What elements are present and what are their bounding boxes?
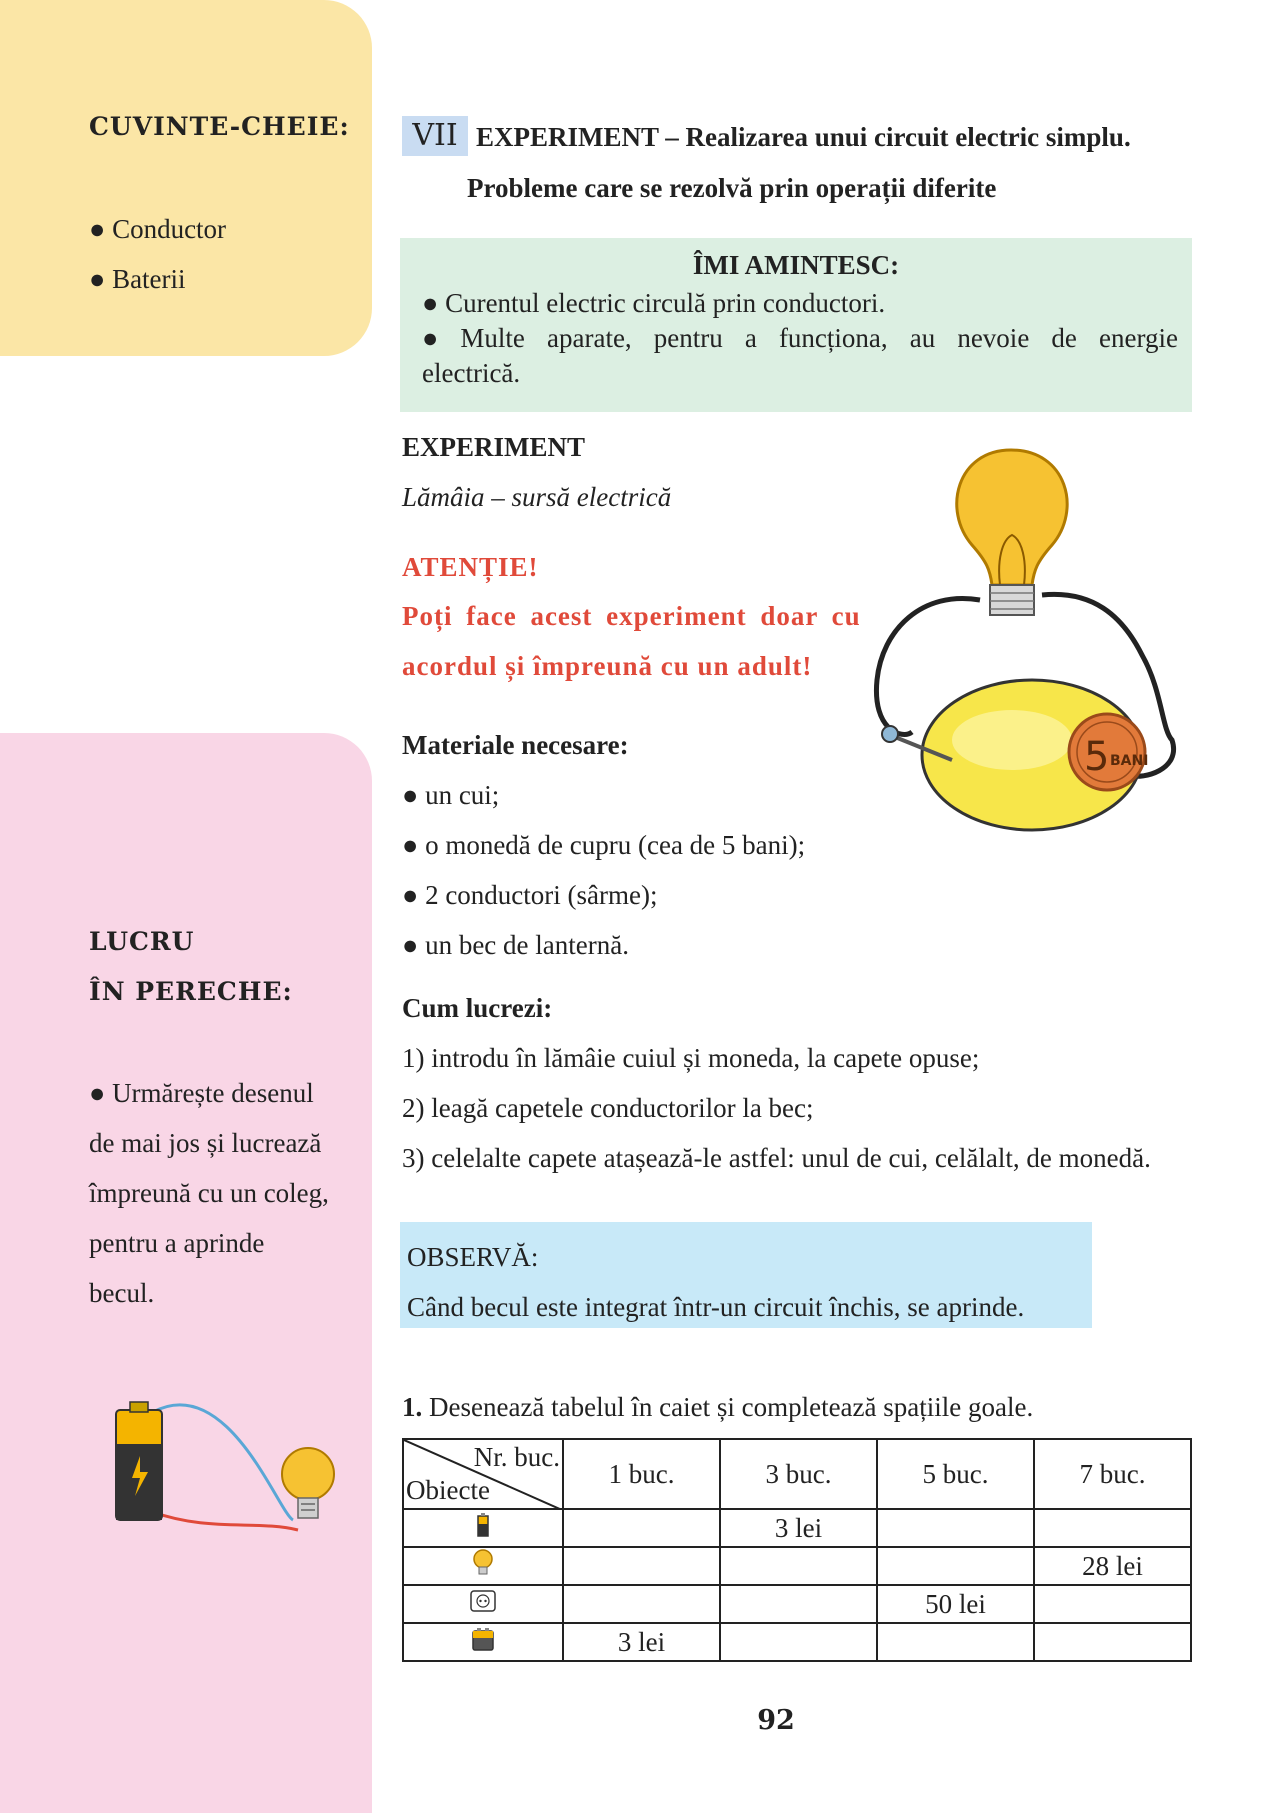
lesson-title-line2: Probleme care se rezolvă prin operații diferite: [467, 173, 997, 203]
exercise-instruction: 1. Desenează tabelul în caiet și completează spațiile goale.: [402, 1392, 1034, 1422]
lesson-title-line1: EXPERIMENT – Realizarea unui circuit electric simplu.: [476, 122, 1131, 152]
table-header-row: [403, 1439, 1191, 1509]
materials-heading: Materiale necesare:: [402, 730, 629, 760]
price-table: [402, 1438, 1192, 1662]
table-cell: [877, 1623, 1034, 1661]
steps-heading: Cum lucrezi:: [402, 993, 553, 1023]
warning-text-line2: acordul și împreună cu un adult!: [402, 651, 813, 681]
keyword-item: ● Conductor: [89, 214, 227, 244]
table-cell: 50 lei: [877, 1585, 1034, 1623]
pair-work-text: împreună cu un coleg,: [89, 1178, 329, 1208]
table-cell: [877, 1509, 1034, 1547]
table-cell: [720, 1547, 877, 1585]
materials-list: [402, 770, 805, 970]
pair-work-heading-line2: ÎN PERECHE:: [89, 977, 293, 1006]
remember-item-continuation: electrică.: [422, 358, 521, 388]
table-cell: [1034, 1509, 1191, 1547]
observe-title: OBSERVĂ:: [407, 1242, 539, 1272]
header-bottom-label: Obiecte: [406, 1475, 490, 1505]
keywords-panel: [0, 0, 372, 356]
table-cell: [720, 1585, 877, 1623]
pair-work-text: pentru a aprinde: [89, 1228, 265, 1258]
material-item: ● un bec de lanternă.: [402, 930, 629, 960]
table-cell: [563, 1547, 720, 1585]
material-item: ● o monedă de cupru (cea de 5 bani);: [402, 830, 806, 860]
table-cell: [563, 1509, 720, 1547]
keyword-item: ● Baterii: [89, 264, 186, 294]
table-cell: [1034, 1585, 1191, 1623]
table-cell: [877, 1547, 1034, 1585]
remember-item: ● Multe aparate, pentru a funcționa, au nevoie de energie: [422, 323, 1178, 353]
lemon-battery-illustration: [862, 440, 1182, 850]
experiment-heading: EXPERIMENT: [402, 432, 586, 462]
table-row: [403, 1623, 1191, 1661]
table-row: [403, 1509, 1191, 1547]
large-battery-icon: [403, 1623, 563, 1661]
battery-icon: [403, 1509, 563, 1547]
table-row: [403, 1547, 1191, 1585]
table-row: [403, 1585, 1191, 1623]
step-item: 1) introdu în lămâie cuiul și moneda, la capete opuse;: [402, 1043, 980, 1073]
table-cell: 28 lei: [1034, 1547, 1191, 1585]
remember-title: ÎMI AMINTESC:: [692, 250, 900, 280]
warning-text-line1: Poți face acest experiment doar cu: [402, 601, 861, 631]
experiment-subtitle: Lămâia – sursă electrică: [402, 482, 672, 512]
column-header: 3 buc.: [720, 1439, 877, 1509]
pair-work-text: de mai jos și lucrează: [89, 1128, 322, 1158]
pair-work-panel: [0, 733, 372, 1813]
column-header: 7 buc.: [1034, 1439, 1191, 1509]
table-cell: [563, 1585, 720, 1623]
table-cell: [720, 1623, 877, 1661]
pair-work-text: becul.: [89, 1278, 155, 1308]
remember-item: ● Curentul electric circulă prin conductori.: [422, 288, 886, 318]
warning-title: ATENȚIE!: [402, 552, 539, 582]
coin-text: BANI: [1110, 753, 1149, 769]
table-cell: 3 lei: [563, 1623, 720, 1661]
battery-bulb-circuit-illustration: [108, 1392, 348, 1542]
step-item: 3) celelalte capete atașează-le astfel: unul de cui, celălalt, de monedă.: [402, 1143, 1151, 1173]
material-item: ● un cui;: [402, 780, 500, 810]
column-header: 5 buc.: [877, 1439, 1034, 1509]
column-header: 1 buc.: [563, 1439, 720, 1509]
header-top-label: Nr. buc.: [473, 1442, 560, 1472]
material-item: ● 2 conductori (sârme);: [402, 880, 658, 910]
observe-text: Când becul este integrat într-un circuit închis, se aprinde.: [407, 1292, 1025, 1322]
socket-icon: [403, 1585, 563, 1623]
table-cell: [1034, 1623, 1191, 1661]
keywords-heading: CUVINTE-CHEIE:: [89, 112, 350, 141]
pair-work-heading-line1: LUCRU: [89, 927, 195, 956]
step-item: 2) leagă capetele conductorilor la bec;: [402, 1093, 814, 1123]
lesson-number-badge: VII: [402, 116, 468, 156]
pair-work-text: ● Urmărește desenul: [89, 1078, 314, 1108]
bulb-icon: [403, 1547, 563, 1585]
diagonal-header-cell: [403, 1439, 563, 1509]
coin-number: 5: [1084, 734, 1110, 780]
steps-list: [402, 1033, 1151, 1183]
table-cell: 3 lei: [720, 1509, 877, 1547]
page-number: 92: [757, 1705, 795, 1736]
